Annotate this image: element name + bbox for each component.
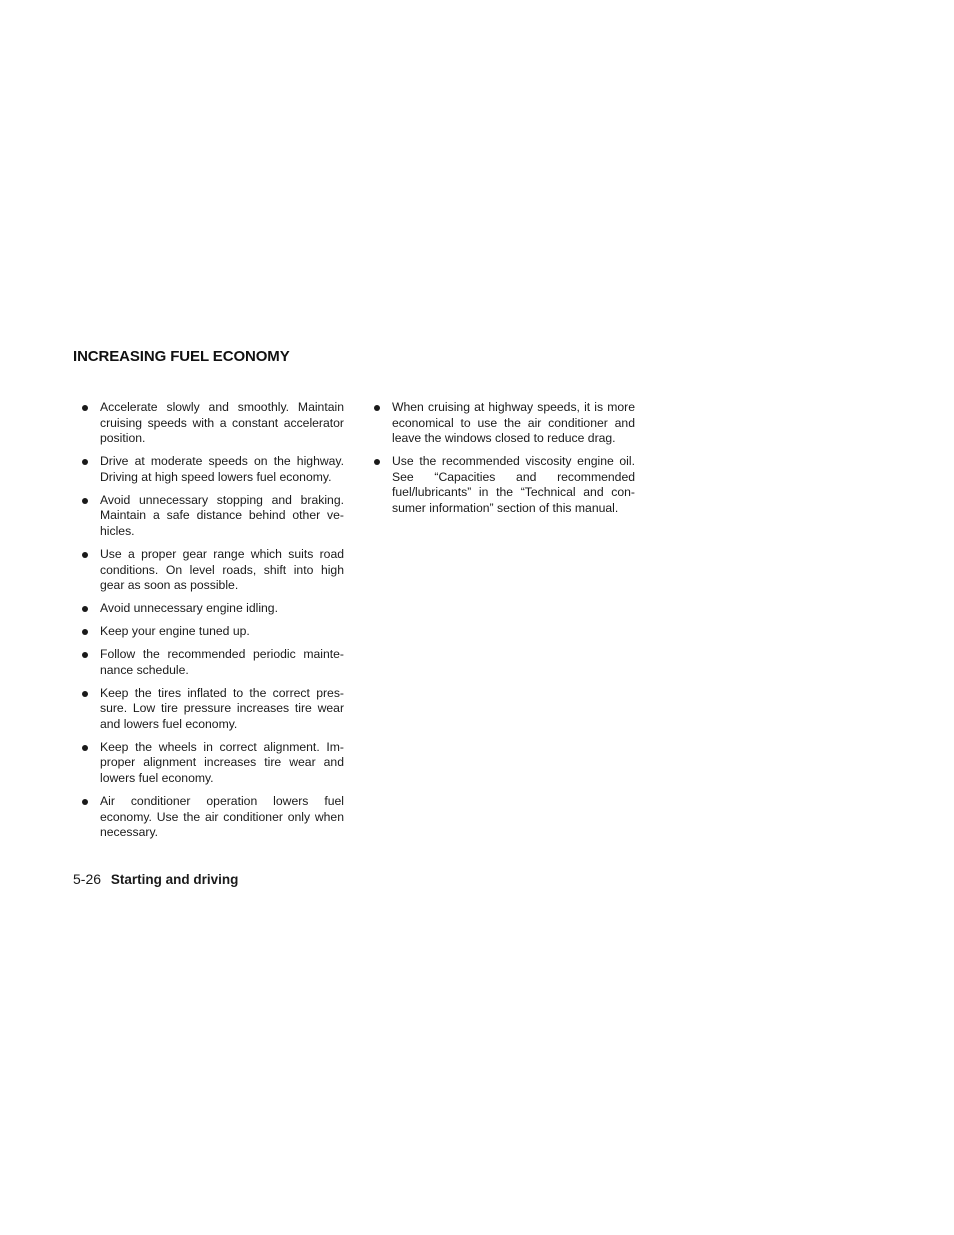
chapter-name: Starting and driving <box>110 872 239 887</box>
fuel-tips-list-right <box>372 400 635 524</box>
section-title: INCREASING FUEL ECONOMY <box>73 348 290 365</box>
list-item-text: Keep the wheels in correct alignment. Im-proper alignment increases tire wear and lowers fuel economy. <box>100 739 344 785</box>
bullet-icon <box>82 459 88 465</box>
list-item-text: Avoid unnecessary stopping and braking. Maintain a safe distance behind other ve-hicles. <box>100 492 344 538</box>
bullet-icon <box>82 606 88 612</box>
list-item-text: Drive at moderate speeds on the highway. Driving at high speed lowers fuel economy. <box>100 454 344 484</box>
bullet-icon <box>82 691 88 697</box>
fuel-tips-list-left <box>80 400 344 848</box>
list-item-text: Keep the tires inflated to the correct pres-sure. Low tire pressure increases tire wear and lowers fuel economy. <box>100 685 344 731</box>
bullet-icon <box>82 652 88 658</box>
list-item <box>372 454 635 516</box>
page-footer <box>73 871 238 887</box>
list-item <box>80 794 344 841</box>
list-item <box>80 686 344 733</box>
list-item-text: Keep your engine tuned up. <box>100 624 250 639</box>
list-item <box>80 624 344 640</box>
list-item-text: Use the recommended viscosity engine oil. See “Capacities and recommended fuel/lubricants” in the “Technical and con-sumer information” section of this manual. <box>392 454 635 515</box>
list-item-text: When cruising at highway speeds, it is more economical to use the air conditioner and leave the windows closed to reduce drag. <box>392 400 635 446</box>
list-item <box>80 547 344 594</box>
list-item <box>80 601 344 617</box>
bullet-icon <box>82 799 88 805</box>
list-item-text: Accelerate slowly and smoothly. Maintain cruising speeds with a constant accelerator position. <box>100 400 344 446</box>
page-number: 5-26 <box>73 871 102 887</box>
bullet-icon <box>82 745 88 751</box>
list-item-text: Follow the recommended periodic mainte-nance schedule. <box>100 647 344 677</box>
bullet-icon <box>82 629 88 635</box>
list-item <box>80 454 344 485</box>
list-item <box>372 400 635 447</box>
bullet-icon <box>82 498 88 504</box>
list-item-text: Use a proper gear range which suits road conditions. On level roads, shift into high gear as soon as possible. <box>100 546 344 593</box>
bullet-icon <box>374 405 380 411</box>
list-item-text: Air conditioner operation lowers fuel economy. Use the air conditioner only when necessary. <box>100 793 344 840</box>
bullet-icon <box>82 405 88 411</box>
list-item <box>80 740 344 787</box>
list-item <box>80 493 344 540</box>
list-item-text: Avoid unnecessary engine idling. <box>100 601 278 616</box>
list-item <box>80 400 344 447</box>
list-item <box>80 647 344 678</box>
bullet-icon <box>374 459 380 465</box>
bullet-icon <box>82 552 88 558</box>
